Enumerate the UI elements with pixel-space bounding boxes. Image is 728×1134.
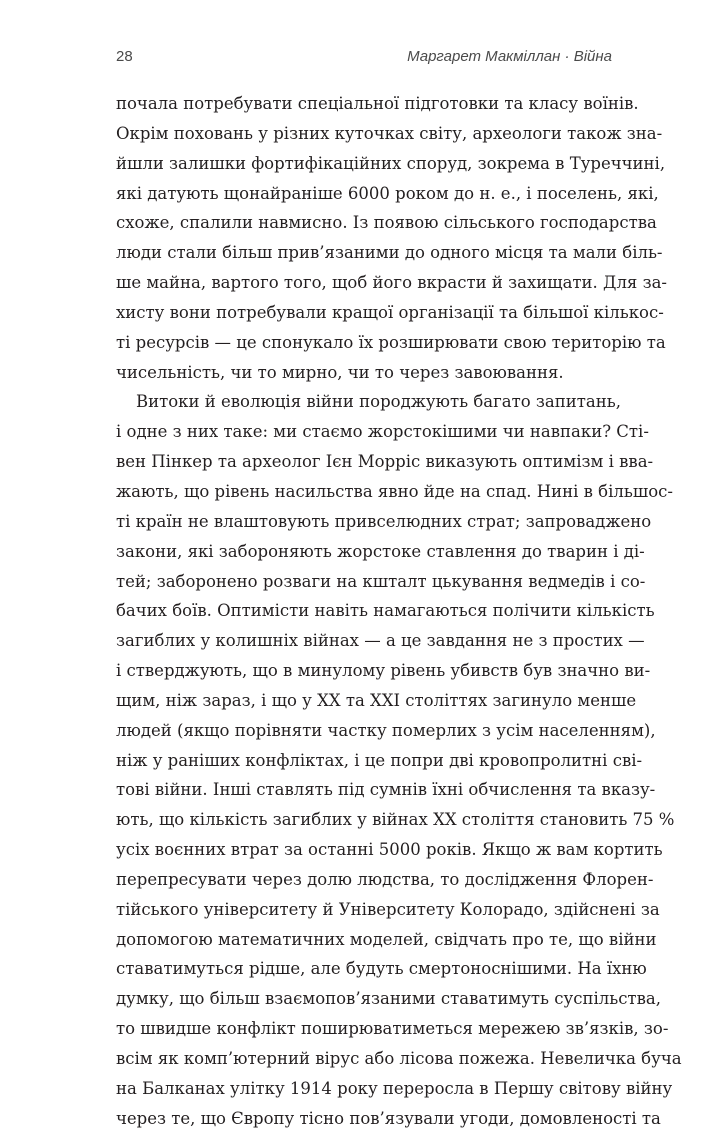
text-line: всім як комп’ютерний вірус або лісова пожежа. Невеличка буча [116, 1049, 682, 1068]
text-line: тей; заборонено розваги на кшталт цькування ведмедів і со- [116, 571, 646, 591]
text-line: почала потребувати спеціальної підготовки та класу воїнів. [116, 94, 639, 113]
text-line: через те, що Європу тісно пов’язували угоди, домовленості та [116, 1108, 661, 1128]
text-line: які датують щонайраніше 6000 роком до н. е., і поселень, які, [116, 183, 659, 203]
text-line: ті країн не влаштовують привселюдних страт; запроваджено [116, 511, 652, 531]
text-line: бачих боїв. Оптимісти навіть намагаються полічити кількість [116, 601, 655, 621]
text-line: загиблих у колишніх війнах — а це завдання не з простих — [116, 631, 645, 651]
text-line: йшли залишки фортифікаційних споруд, зокрема в Туреччині, [116, 153, 666, 173]
text-line: люди стали більш прив’язаними до одного місця та мали біль- [116, 243, 663, 263]
text-line: ті ресурсів — це спонукало їх розширювати свою територію та [116, 332, 666, 352]
text-line: ше майна, вартого того, щоб його вкрасти й захищати. Для за- [116, 273, 668, 293]
running-head: Маргарет Макміллан · Війна [407, 48, 612, 65]
text-line: закони, які забороняють жорстоке ставлення до тварин і ді- [116, 541, 645, 561]
text-line: ставатимуться рідше, але будуть смертоноснішими. На їхню [116, 959, 647, 979]
text-line: ють, що кількість загиблих у війнах XX століття становить 75 % [116, 810, 675, 830]
text-line: хисту вони потребували кращої організації та більшої кількос- [116, 302, 664, 322]
text-line: Окрім поховань у різних куточках світу, археологи також зна- [116, 123, 663, 143]
text-line: жають, що рівень насильства явно йде на спад. Нині в більшос- [116, 481, 673, 501]
text-line: усіх воєнних втрат за останні 5000 років. Якщо ж вам кортить [116, 840, 663, 860]
text-line: щим, ніж зараз, і що у XX та XXI століттях загинуло менше [116, 690, 637, 710]
text-line: на Балканах улітку 1914 року переросла в Першу світову війну [116, 1078, 673, 1098]
text-line: тійського університету й Університету Колорадо, здійснені за [116, 899, 660, 919]
paragraph-first-line: Витоки й еволюція війни породжують багато запитань, [136, 392, 621, 412]
text-line: схоже, спалили навмисно. Із появою сільського господарства [116, 213, 657, 233]
text-line: думку, що більш взаємопов’язаними ставатимуть суспільства, [116, 989, 661, 1009]
page-header [116, 48, 612, 72]
text-line: і стверджують, що в минулому рівень убивств був значно ви- [116, 661, 651, 681]
text-line: допомогою математичних моделей, свідчать про те, що війни [116, 929, 657, 949]
text-line: перепресувати через долю людства, то дослідження Флорен- [116, 869, 654, 889]
text-line: то швидше конфлікт поширюватиметься мережею зв’язків, зо- [116, 1019, 669, 1039]
text-line: вен Пінкер та археолог Ієн Морріс виказують оптимізм і вва- [116, 452, 654, 472]
text-line: тові війни. Інші ставлять під сумнів їхні обчислення та вказу- [116, 780, 656, 800]
body-text [116, 89, 682, 1134]
text-line: і одне з них таке: ми стаємо жорстокішими чи навпаки? Сті- [116, 422, 649, 442]
page-number: 28 [116, 48, 133, 65]
paragraph-last-line: чисельність, чи то мирно, чи то через завоювання. [116, 362, 564, 382]
text-line: людей (якщо порівняти частку померлих з усім населенням), [116, 720, 656, 740]
text-line: ніж у раніших конфліктах, і це попри дві кровопролитні сві- [116, 750, 643, 770]
